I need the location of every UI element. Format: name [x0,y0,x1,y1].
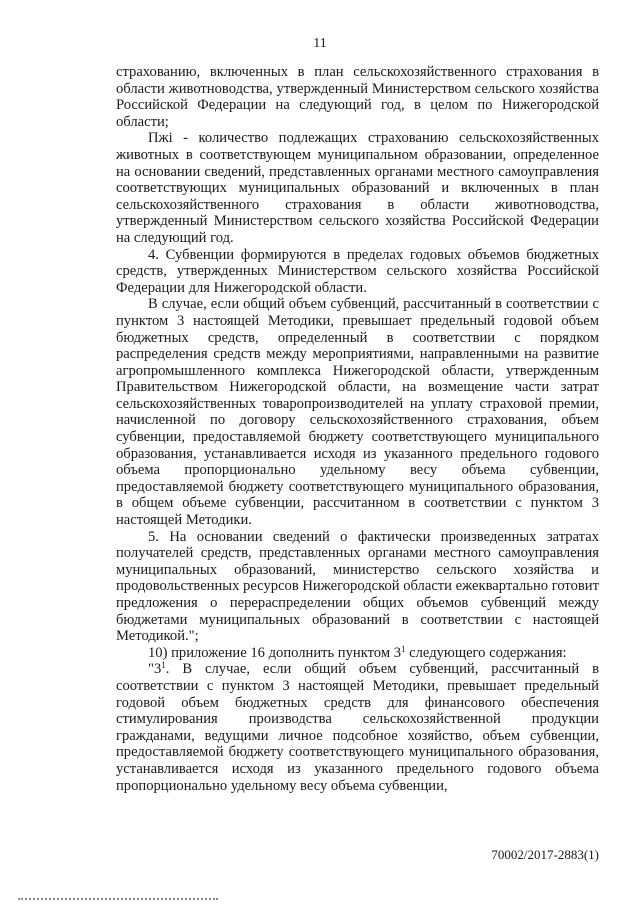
new-point-paragraph [116,661,599,794]
paragraph: 4. Субвенции формируются в пределах годовых объемов бюджетных средств, утвержденных Министерством сельского хозяйства Российской Федерации для Нижегородской области. [116,246,599,296]
amendment-paragraph [116,645,599,662]
page-number: 11 [313,36,327,51]
point-number: "3 [148,661,162,678]
scan-edge-mark [18,898,218,903]
superscript: 1 [401,643,406,654]
document-code: 70002/2017-2883(1) [491,847,599,862]
superscript: 1 [161,660,166,671]
document-body [116,64,599,794]
amendment-lead: 10) приложение 16 дополнить пунктом 3 [148,644,402,661]
paragraph: Пжi - количество подлежащих страхованию сельскохозяйственных животных в соответствующем муниципальном образовании, определенное на основании сведений, представленных органами местного самоуправления соответствующих муниципальных образований и включенных в план сельскохозяйственного страхования в области животноводства, утвержденный Министерством сельского хозяйства Российской Федерации на следующий год. [116,130,599,246]
amendment-tail: следующего содержания: [405,644,567,661]
paragraph: 5. На основании сведений о фактически произведенных затратах получателей средств, представленных органами местного самоуправления муниципальных образований, министерство сельского хозяйства и продовольственных ресурсов Нижегородской области ежеквартально готовит предложения о перераспределении общих объемов субвенций между бюджетами муниципальных образований в соответствии с настоящей Методикой."; [116,528,599,645]
paragraph: страхованию, включенных в план сельскохозяйственного страхования в области животноводства, утвержденный Министерством сельского хозяйства Российской Федерации на следующий год, в целом по Нижегородской области; [116,64,599,130]
point-text: . В случае, если общий объем субвенций, рассчитанный в соответствии с пунктом 3 настоящей Методики, превышает предельный годовой объем бюджетных средств для финансового обеспечения стимулирования производства сельскохозяйственной продукции гражданами, ведущими личное подсобное хозяйство, объем субвенции, предоставляемой бюджету соответствующего муниципального образования, устанавливается исходя из указанного предельного годового объема пропорционально удельному весу объема субвенции, [116,661,599,794]
paragraph: В случае, если общий объем субвенций, рассчитанный в соответствии с пунктом 3 настоящей Методики, превышает предельный годовой объем бюджетных средств, определенный в соответствии с порядком распределения средств между мероприятиями, направленными на развитие агропромышленного комплекса Нижегородской области, утвержденным Правительством Нижегородской области, на возмещение части затрат сельскохозяйственных товаропроизводителей на уплату страховой премии, начисленной по договору сельскохозяйственного страхования, объем субвенции, предоставляемой бюджету соответствующего муниципального образования, устанавливается исходя из указанного предельного годового объема пропорционально удельному весу объема субвенции, предоставляемой бюджету соответствующего муниципального образования, в общем объеме субвенции, рассчитанном в соответствии с пунктом 3 настоящей Методики. [116,296,599,529]
